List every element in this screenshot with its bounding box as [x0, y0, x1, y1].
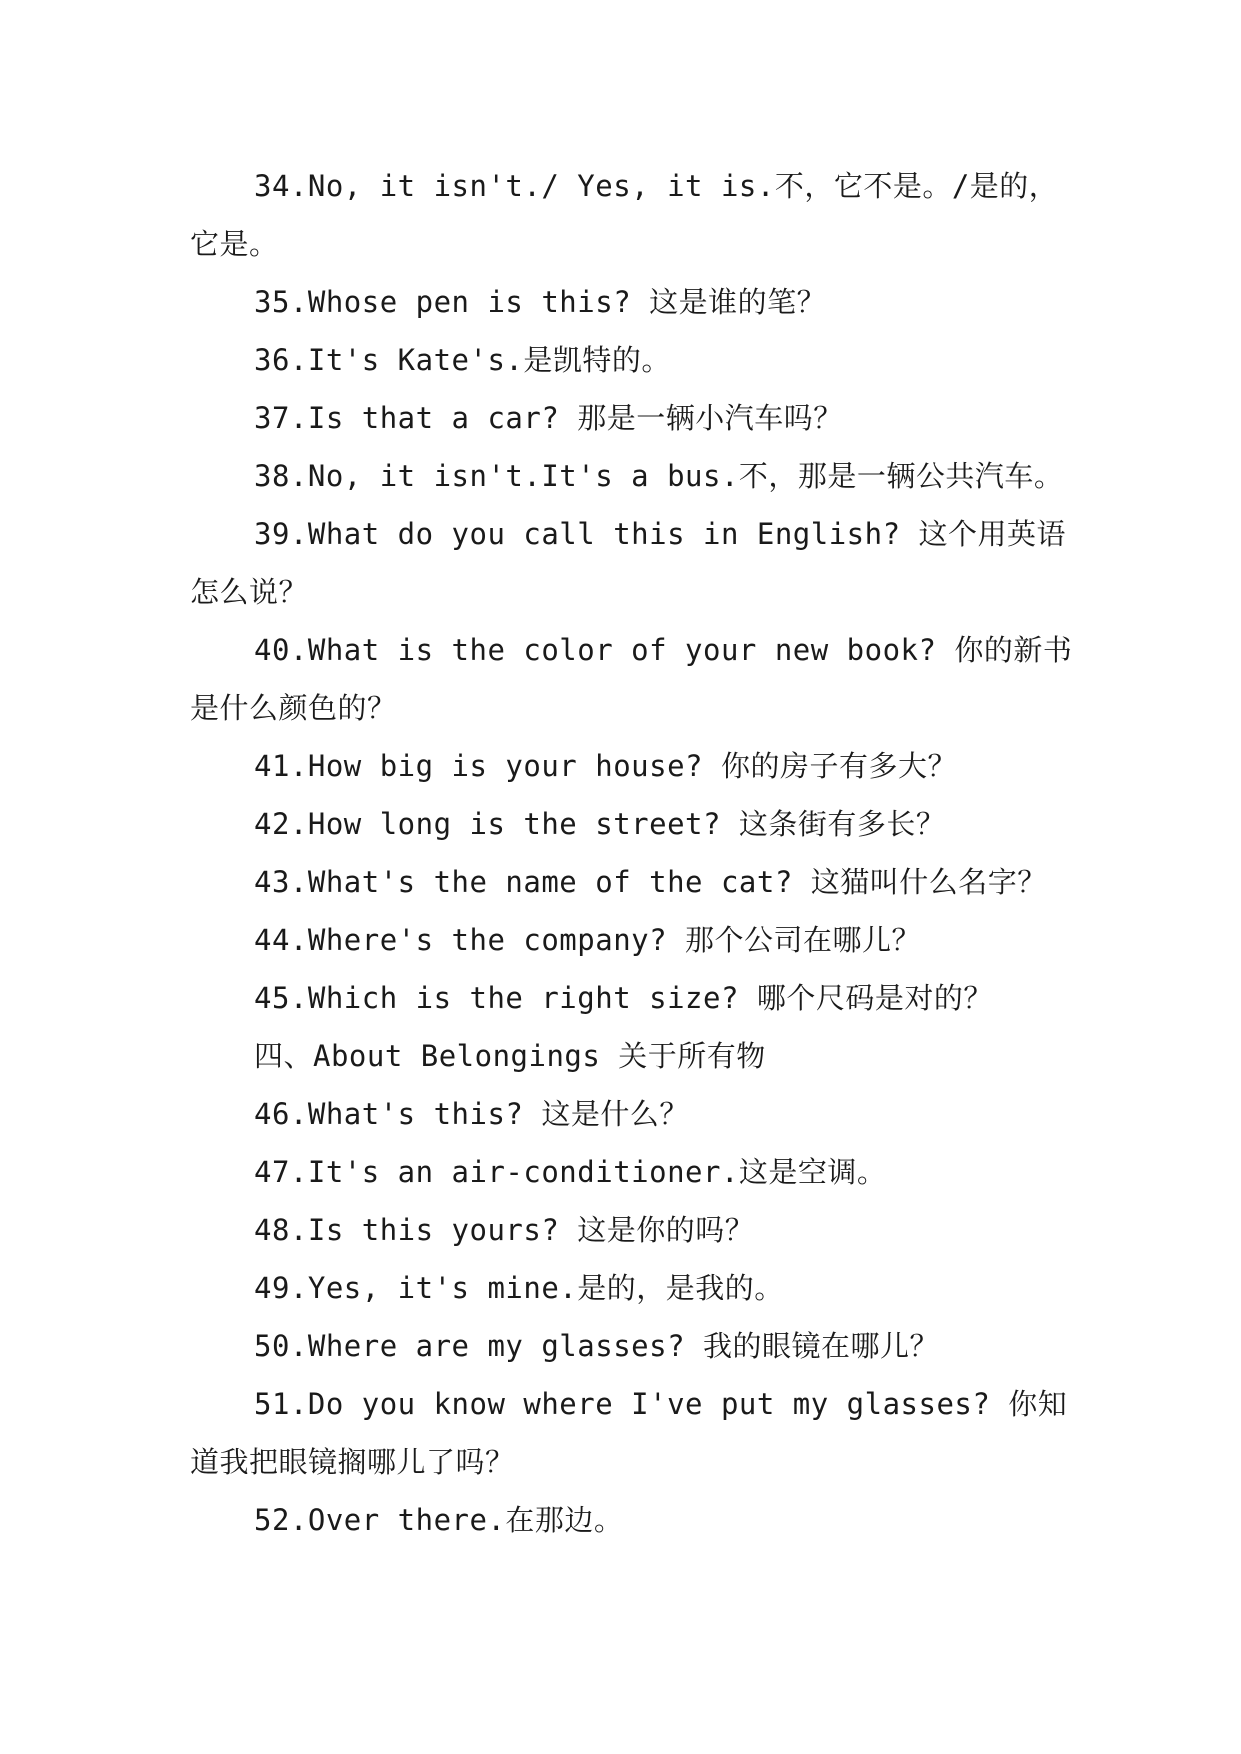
text-line: 42.How long is the street? 这条街有多长？ [254, 807, 946, 841]
text-line: 38.No, it isn't.It's a bus.不，那是一辆公共汽车。 [254, 459, 1064, 493]
section-heading: 四、About Belongings 关于所有物 [254, 1039, 766, 1073]
text-line: 43.What's the name of the cat? 这猫叫什么名字？ [254, 865, 1047, 899]
text-line: 37.Is that a car? 那是一辆小汽车吗？ [254, 401, 843, 435]
text-line: 50.Where are my glasses? 我的眼镜在哪儿？ [254, 1329, 939, 1363]
text-line: 道我把眼镜搁哪儿了吗？ [190, 1445, 515, 1479]
text-line: 45.Which is the right size? 哪个尺码是对的？ [254, 981, 993, 1015]
text-line: 48.Is this yours? 这是你的吗？ [254, 1213, 755, 1247]
text-line: 44.Where's the company? 那个公司在哪儿？ [254, 923, 922, 957]
text-line: 34.No, it isn't./ Yes, it is.不，它不是。/是的， [254, 169, 1059, 203]
text-line: 46.What's this? 这是什么？ [254, 1097, 689, 1131]
text-line: 51.Do you know where I've put my glasses? 你知 [254, 1387, 1068, 1421]
text-line: 36.It's Kate's.是凯特的。 [254, 343, 671, 377]
text-line: 49.Yes, it's mine.是的，是我的。 [254, 1271, 784, 1305]
text-line: 是什么颜色的？ [190, 691, 397, 725]
text-line: 怎么说？ [190, 575, 309, 609]
text-line: 35.Whose pen is this? 这是谁的笔？ [254, 285, 827, 319]
text-line: 它是。 [190, 227, 279, 261]
text-line: 40.What is the color of your new book? 你的新书 [254, 633, 1073, 667]
text-line: 39.What do you call this in English? 这个用英语 [254, 517, 1067, 551]
text-line: 52.Over there.在那边。 [254, 1503, 624, 1537]
text-line: 47.It's an air-conditioner.这是空调。 [254, 1155, 887, 1189]
document-body [190, 157, 1073, 1549]
text-line: 41.How big is your house? 你的房子有多大？ [254, 749, 957, 783]
